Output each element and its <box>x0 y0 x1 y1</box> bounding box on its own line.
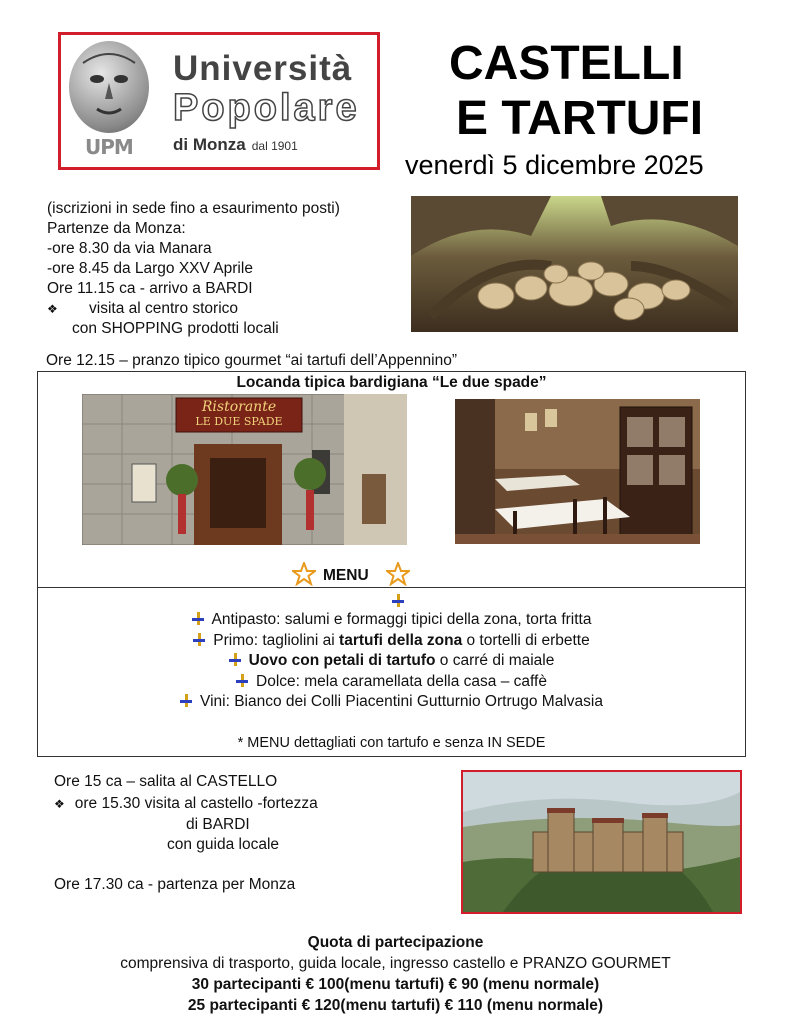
menu-item: Antipasto: salumi e formaggi tipici della zona, torta fritta <box>38 610 745 631</box>
menu-label: MENU <box>323 567 369 584</box>
cross-bullet-icon <box>236 674 248 687</box>
quota-title: Quota di partecipazione <box>307 934 484 951</box>
intro-line-6: ❖ visita al centro storico <box>47 300 239 317</box>
face-medallion-icon <box>69 41 149 133</box>
intro-line-3: -ore 8.30 da via Manara <box>47 240 212 257</box>
cross-bullet-icon <box>229 653 241 666</box>
afternoon-line-2: ❖ ore 15.30 visita al castello -fortezza <box>54 795 318 812</box>
menu-item: Vini: Bianco dei Colli Piacentini Gutturnio Ortrugo Malvasia <box>38 692 745 713</box>
cross-bullet-icon <box>193 633 205 646</box>
afternoon-line-5: Ore 17.30 ca - partenza per Monza <box>54 876 296 893</box>
upm-logo <box>58 32 380 170</box>
diamond-bullet-icon: ❖ <box>47 302 58 316</box>
sign-le-due-spade: LE DUE SPADE <box>195 415 283 428</box>
logo-line-monza: di Monza dal 1901 <box>173 135 298 154</box>
afternoon-line-3: di BARDI <box>186 816 250 833</box>
menu-header <box>292 562 412 588</box>
menu-items <box>38 610 745 713</box>
logo-line-popolare: Popolare <box>173 87 360 129</box>
diamond-bullet-icon: ❖ <box>54 797 65 811</box>
afternoon-line-4: con guida locale <box>167 836 280 853</box>
castle-photo <box>461 770 742 914</box>
truffles-photo <box>411 196 738 332</box>
quota-description: comprensiva di trasporto, guida locale, ingresso castello e PRANZO GOURMET <box>120 955 671 972</box>
menu-cross-bullet-icon <box>392 593 412 611</box>
intro-line-2: Partenze da Monza: <box>47 220 186 237</box>
star-icon <box>292 562 316 586</box>
restaurant-interior-photo <box>455 399 700 544</box>
star-icon <box>386 562 410 586</box>
sign-ristorante: Ristorante <box>201 399 277 415</box>
price-25: 25 partecipanti € 120(menu tartufi) € 110 (menu normale) <box>187 997 604 1014</box>
menu-item: Dolce: mela caramellata della casa – caffè <box>38 672 745 693</box>
logo-line-universita: Università <box>173 49 353 88</box>
upm-mark: UPM <box>85 135 133 159</box>
intro-line-1: (iscrizioni in sede fino a esaurimento posti) <box>47 200 340 217</box>
intro-line-4: -ore 8.45 da Largo XXV Aprile <box>47 260 253 277</box>
price-30: 30 partecipanti € 100(menu tartufi) € 90 (menu normale) <box>191 976 600 993</box>
cross-bullet-icon <box>192 612 204 625</box>
menu-note: * MENU dettagliati con tartufo e senza IN SEDE <box>237 735 546 751</box>
intro-line-7: con SHOPPING prodotti locali <box>72 320 279 337</box>
menu-item: Uovo con petali di tartufo o carré di maiale <box>38 651 745 672</box>
title-line-1: CASTELLI <box>449 37 684 90</box>
restaurant-exterior-photo <box>82 394 407 545</box>
lunch-line: Ore 12.15 – pranzo tipico gourmet “ai tartufi dell’Appennino” <box>46 352 457 369</box>
cross-bullet-icon <box>180 694 192 707</box>
event-date: venerdì 5 dicembre 2025 <box>405 150 704 180</box>
menu-item: Primo: tagliolini ai tartufi della zona o tortelli di erbette <box>38 631 745 652</box>
locanda-title: Locanda tipica bardigiana “Le due spade” <box>236 374 547 391</box>
intro-line-5: Ore 11.15 ca - arrivo a BARDI <box>47 280 253 297</box>
title-line-2: E TARTUFI <box>456 92 704 145</box>
afternoon-line-1: Ore 15 ca – salita al CASTELLO <box>54 773 278 790</box>
